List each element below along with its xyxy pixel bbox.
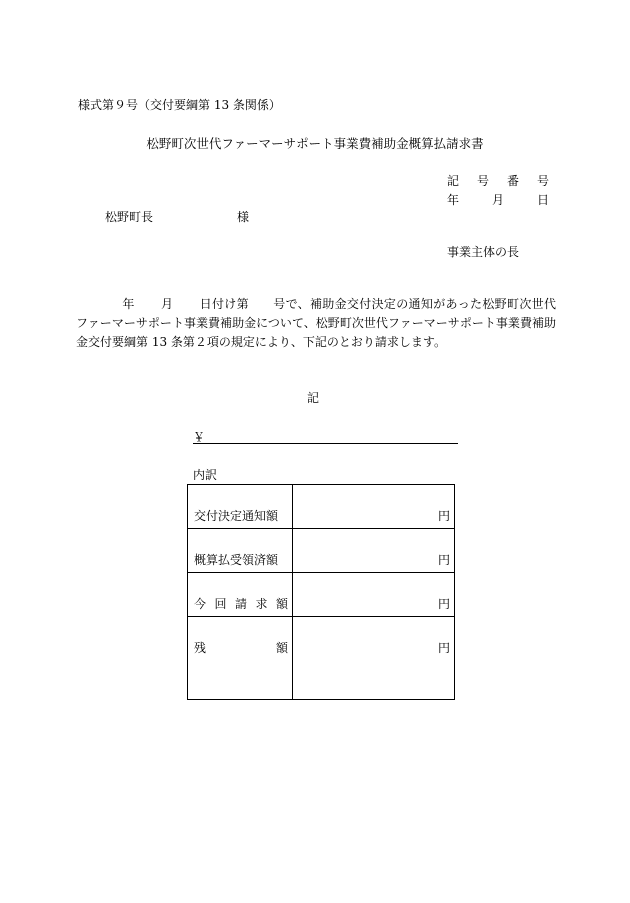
- form-number: 様式第９号（交付要綱第 13 条関係）: [78, 98, 281, 112]
- table-row: [188, 573, 455, 617]
- row-unit: 円: [293, 573, 455, 617]
- body-day-no: 日付け第: [199, 297, 249, 311]
- row-label: 交付決定通知額: [188, 485, 293, 529]
- breakdown-table: [187, 484, 455, 700]
- date-row: [447, 191, 549, 208]
- addressee: 松野町長: [105, 210, 154, 224]
- document-title: 松野町次世代ファーマーサポート事業費補助金概算払請求書: [146, 136, 484, 151]
- amount-line: [193, 428, 458, 444]
- spread-label: [194, 595, 288, 612]
- applicant-label: 事業主体の長: [447, 245, 520, 259]
- body-rest: 号で、補助金交付決定の通知があった松野町次世代ファーマーサポート事業費補助金について、松野町次世代ファーマーサポート事業費補助金交付要綱第 13 条第２項の規定により、下記のとおり請求します。: [76, 297, 556, 349]
- row-label: [188, 617, 293, 700]
- label-char: 額: [275, 597, 288, 611]
- label-char: 求: [255, 597, 268, 611]
- row-label: 概算払受領済額: [188, 529, 293, 573]
- table-row: [188, 529, 455, 573]
- record-char: 記: [447, 174, 460, 188]
- label-char: 額: [275, 640, 288, 655]
- label-char: 請: [234, 597, 247, 611]
- record-char: 番: [506, 174, 519, 188]
- row-unit: 円: [293, 529, 455, 573]
- body-year: 年: [122, 297, 135, 311]
- row-unit: 円: [293, 617, 455, 700]
- label-char: 今: [194, 597, 207, 611]
- body-paragraph: [76, 295, 556, 352]
- record-number-row: [447, 172, 549, 189]
- record-char: 号: [536, 174, 549, 188]
- addressee-line: [105, 208, 249, 225]
- spread-label: [194, 639, 288, 656]
- label-char: 回: [214, 597, 227, 611]
- body-month: 月: [160, 297, 174, 311]
- label-char: 残: [194, 640, 207, 655]
- honorific: 様: [237, 210, 250, 224]
- ki-heading: 記: [307, 391, 320, 405]
- yen-symbol: ￥: [193, 430, 206, 444]
- date-month: 月: [491, 193, 504, 207]
- table-row: [188, 485, 455, 529]
- date-year: 年: [447, 193, 460, 207]
- breakdown-label: 内訳: [193, 468, 218, 482]
- row-label: [188, 573, 293, 617]
- date-day: 日: [536, 193, 549, 207]
- record-char: 号: [476, 174, 489, 188]
- row-unit: 円: [293, 485, 455, 529]
- table-row: [188, 617, 455, 700]
